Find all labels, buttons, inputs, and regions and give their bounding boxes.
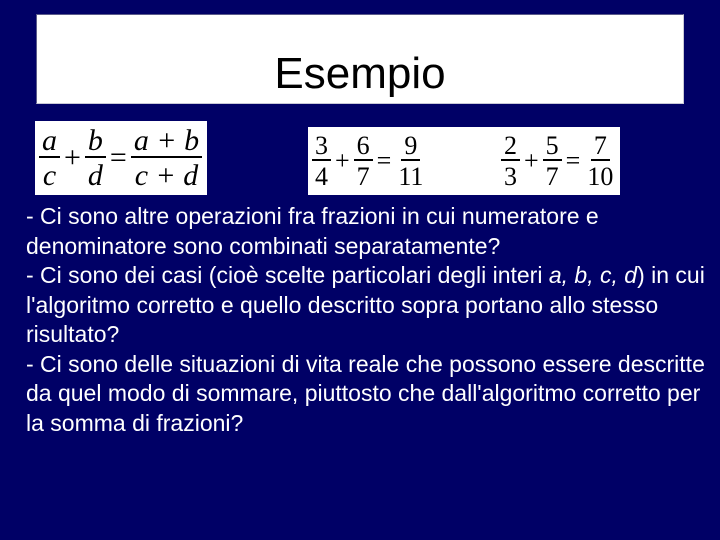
general-formula	[35, 121, 207, 195]
plus-sign: +	[64, 141, 81, 174]
denominator-c: c	[42, 158, 57, 192]
example-1	[312, 127, 426, 195]
title-box	[36, 14, 684, 104]
ex1-rn: 9	[401, 133, 420, 161]
denominator-d: d	[87, 158, 103, 192]
body-text	[26, 202, 706, 438]
ex2-d2: 7	[545, 161, 559, 191]
ex2-d1: 3	[504, 161, 517, 191]
paragraph-3: - Ci sono delle situazioni di vita reale che possono essere descritte da quel modo di sommare, piuttosto che dall'algoritmo corretto per la somma di frazioni?	[26, 350, 705, 436]
ex1-rd: 11	[398, 161, 424, 191]
paragraph-1: - Ci sono altre operazioni fra frazioni in cui numeratore e denominatore sono combinati separatamente?	[26, 203, 599, 259]
ex2-rn: 7	[591, 133, 610, 161]
ex1-d1: 4	[315, 161, 328, 191]
equals-sign: =	[565, 146, 581, 175]
numerator-b: b	[85, 126, 106, 158]
ex1-d2: 7	[356, 161, 370, 191]
ex2-rd: 10	[587, 161, 614, 191]
ex1-n2: 6	[354, 133, 373, 161]
fraction-a-over-c	[39, 123, 60, 192]
ex1-n1: 3	[312, 133, 331, 161]
ex2-n1: 2	[501, 133, 520, 161]
denominator-sum: c + d	[134, 158, 199, 192]
paragraph-2-end: ) in cui l'algoritmo corretto e quello descritto sopra portano allo stesso risultato?	[26, 262, 705, 347]
fraction-sum	[131, 123, 202, 192]
numerator-sum: a + b	[131, 126, 202, 158]
equals-sign: =	[376, 146, 392, 175]
equals-sign: =	[109, 141, 127, 174]
variables-abcd: a, b, c, d	[548, 262, 638, 288]
paragraph-2-start: - Ci sono dei casi (cioè scelte particolari degli interi	[26, 262, 549, 288]
ex2-n2: 5	[543, 133, 562, 161]
plus-sign: +	[524, 146, 539, 175]
slide-title: Esempio	[274, 49, 446, 98]
numerator-a: a	[39, 126, 60, 158]
numeric-examples	[308, 127, 620, 195]
example-2	[501, 127, 616, 195]
fraction-b-over-d	[85, 123, 106, 192]
plus-sign: +	[335, 146, 350, 175]
